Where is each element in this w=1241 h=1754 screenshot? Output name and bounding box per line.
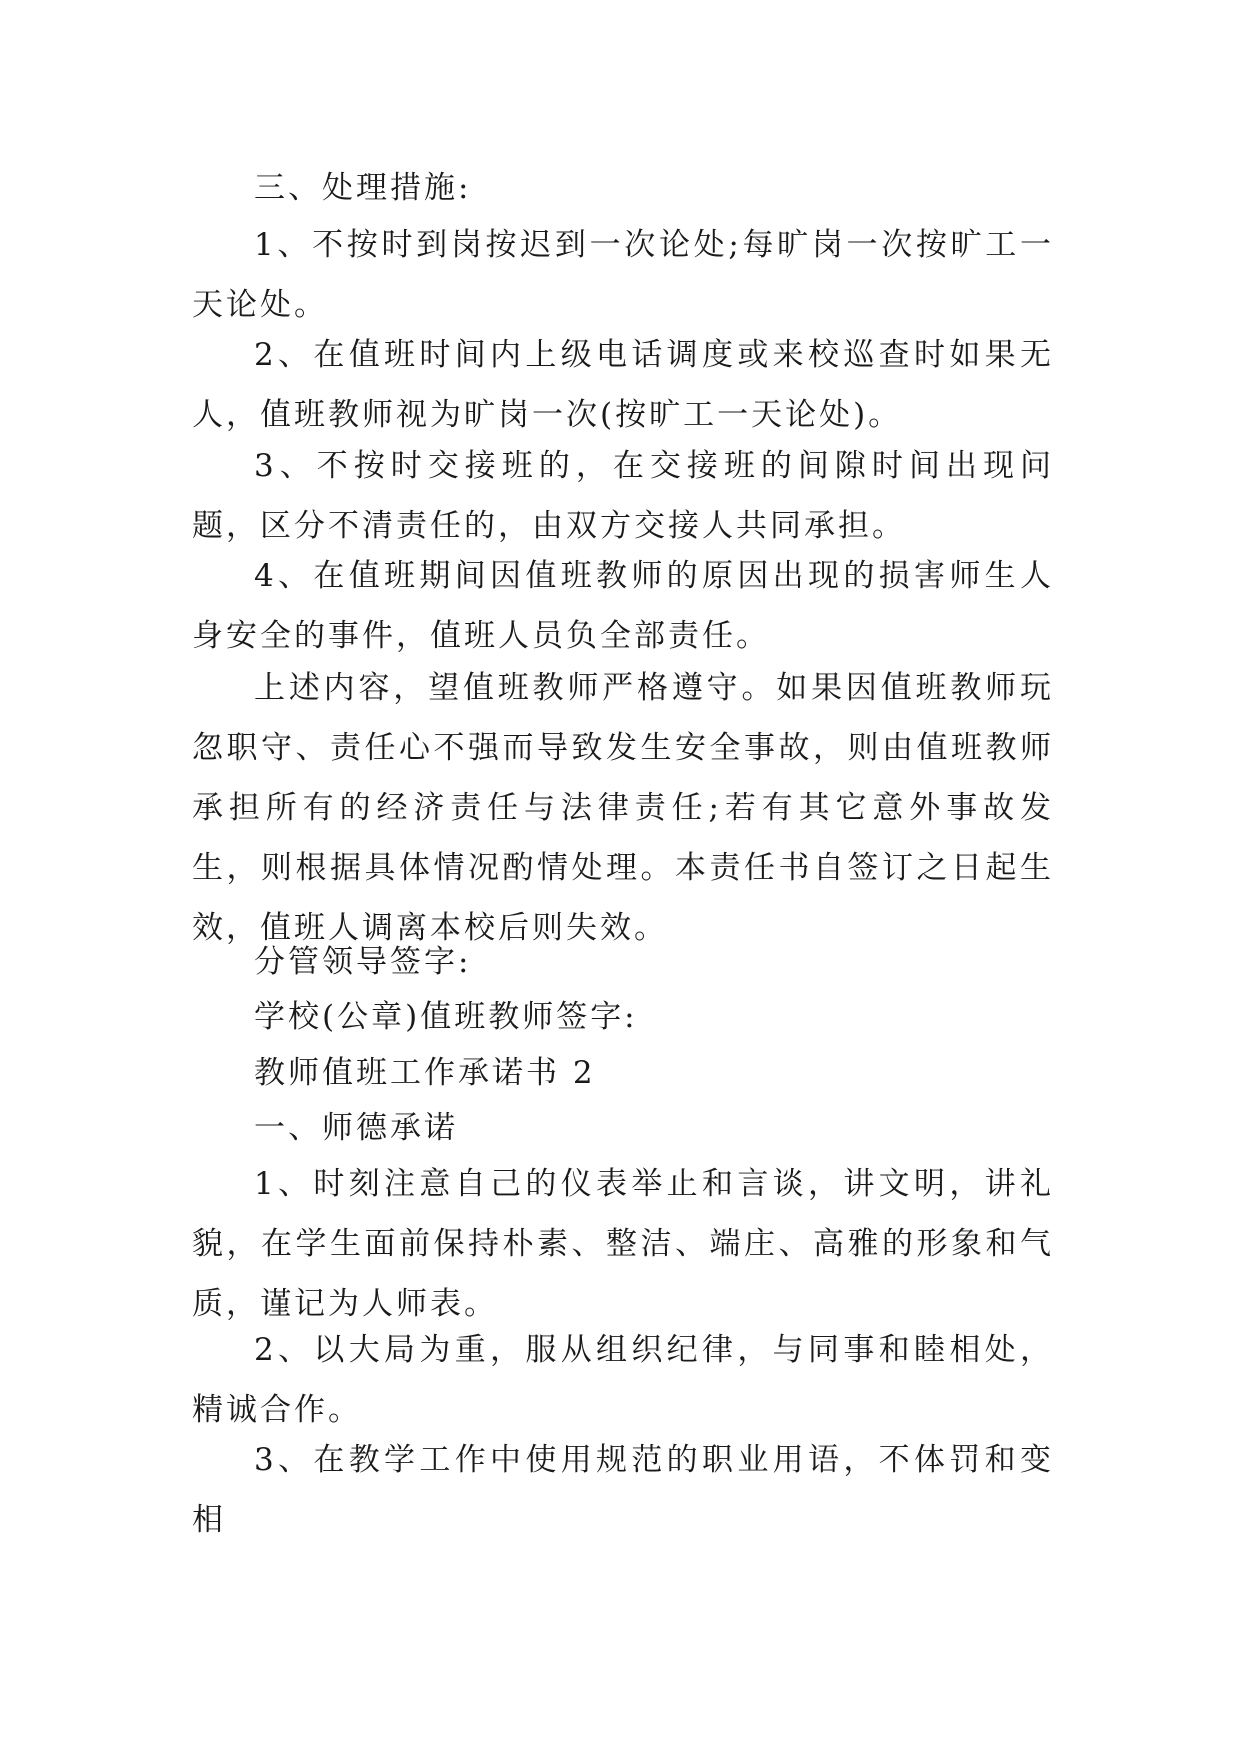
paragraph-item-3: 3、不按时交接班的，在交接班的间隙时间出现问题，区分不清责任的，由双方交接人共同承担。 [192, 448, 1054, 544]
paragraph-ethics-1: 1、时刻注意自己的仪表举止和言谈，讲文明，讲礼貌，在学生面前保持朴素、整洁、端庄、高雅的形象和气质，谨记为人师表。 [192, 1166, 1054, 1322]
paragraph-ethics-3: 3、在教学工作中使用规范的职业用语，不体罚和变相 [192, 1442, 1054, 1538]
document-subtitle: 教师值班工作承诺书 2 [254, 1055, 596, 1091]
signature-line-school: 学校(公章)值班教师签字: [254, 999, 638, 1035]
paragraph-item-1: 1、不按时到岗按迟到一次论处;每旷岗一次按旷工一天论处。 [192, 227, 1054, 323]
paragraph-summary: 上述内容，望值班教师严格遵守。如果因值班教师玩忽职守、责任心不强而导致发生安全事故，则由值班教师承担所有的经济责任与法律责任;若有其它意外事故发生，则根据具体情况酌情处理。本责任书自签订之日起生效，值班人调离本校后则失效。 [192, 670, 1054, 946]
section-heading-ethics: 一、师德承诺 [254, 1110, 458, 1146]
section-heading-measures: 三、处理措施: [254, 170, 472, 206]
paragraph-ethics-2: 2、以大局为重，服从组织纪律，与同事和睦相处，精诚合作。 [192, 1332, 1054, 1428]
paragraph-item-2: 2、在值班时间内上级电话调度或来校巡查时如果无人，值班教师视为旷岗一次(按旷工一天论处)。 [192, 337, 1054, 433]
signature-line-leader: 分管领导签字: [254, 944, 472, 980]
paragraph-item-4: 4、在值班期间因值班教师的原因出现的损害师生人身安全的事件，值班人员负全部责任。 [192, 558, 1054, 654]
